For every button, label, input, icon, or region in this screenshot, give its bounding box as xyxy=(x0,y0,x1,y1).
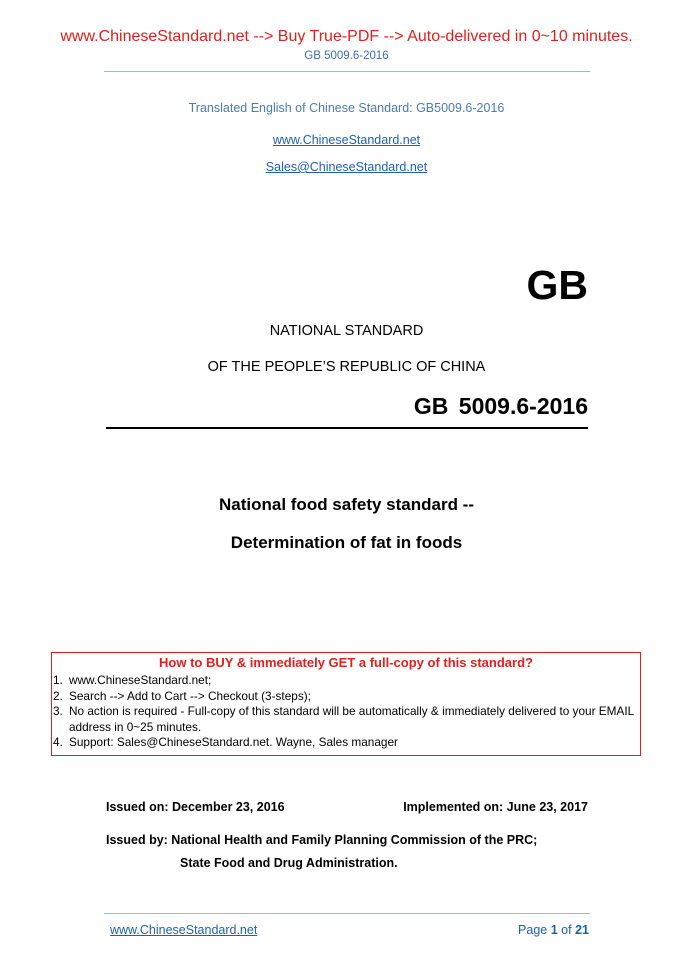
purchase-info-box xyxy=(51,652,641,756)
issued-by-line2: State Food and Drug Administration. xyxy=(180,856,398,870)
implemented-on-date: Implemented on: June 23, 2017 xyxy=(403,800,588,814)
document-title-line2: Determination of fat in foods xyxy=(230,533,463,552)
gb-mark: GB xyxy=(526,262,588,308)
title-divider xyxy=(106,427,588,429)
translated-note: Translated English of Chinese Standard: GB5009.6-2016 xyxy=(188,101,505,115)
email-link[interactable]: Sales@ChineseStandard.net xyxy=(265,160,428,174)
purchase-steps-list xyxy=(53,673,636,751)
website-link[interactable]: www.ChineseStandard.net xyxy=(272,133,421,147)
standard-number: GB 5009.6-2016 xyxy=(413,393,588,419)
header-standard-code: GB 5009.6-2016 xyxy=(304,50,389,62)
footer-divider xyxy=(104,913,590,914)
page-indicator: Page 1 of 21 xyxy=(518,923,589,937)
document-title-line1: National food safety standard -- xyxy=(218,495,475,514)
top-banner[interactable]: www.ChineseStandard.net --> Buy True-PDF --> Auto-delivered in 0~10 minutes. xyxy=(60,28,633,45)
issued-by-line1: Issued by: National Health and Family Planning Commission of the PRC; xyxy=(106,833,538,847)
list-item: 1. www.ChineseStandard.net; xyxy=(53,673,212,687)
website-link-wrap xyxy=(0,131,693,149)
header-divider xyxy=(104,71,590,72)
national-standard-line2: OF THE PEOPLE’S REPUBLIC OF CHINA xyxy=(207,359,486,375)
national-standard-line1: NATIONAL STANDARD xyxy=(269,323,424,339)
purchase-heading: How to BUY & immediately GET a full-copy of this standard? xyxy=(159,655,533,670)
email-link-wrap xyxy=(0,158,693,176)
issued-on-date: Issued on: December 23, 2016 xyxy=(106,800,285,814)
footer-website-link[interactable]: www.ChineseStandard.net xyxy=(110,923,258,937)
list-item: 3. No action is required - Full-copy of this standard will be automatically & immediately delivered to your EMAIL address in 0~25 minutes. xyxy=(53,704,634,734)
list-item: 2. Search --> Add to Cart --> Checkout (3-steps); xyxy=(53,688,311,703)
list-item: 4. Support: Sales@ChineseStandard.net. Wayne, Sales manager xyxy=(53,735,398,749)
